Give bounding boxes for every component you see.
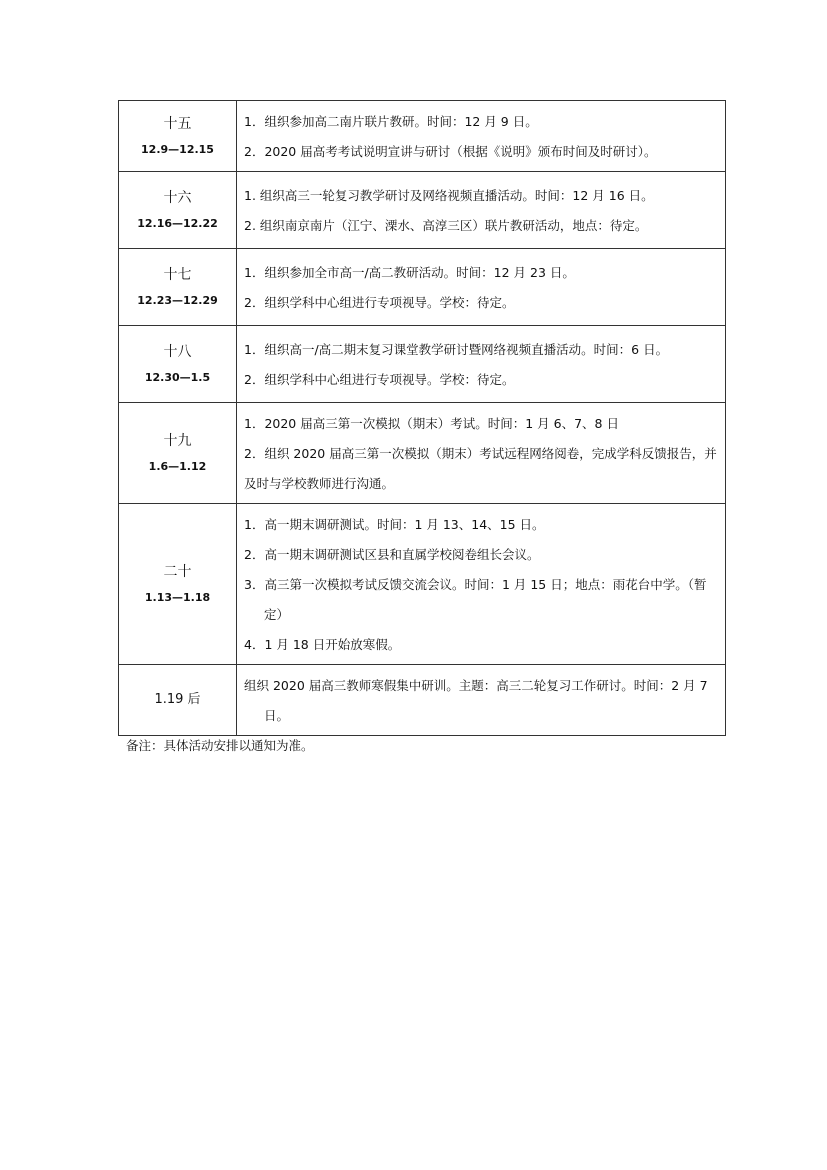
activity-item: 组织 2020 届高三教师寒假集中研训。主题：高三二轮复习工作研讨。时间：2 月 7 日。 <box>244 678 708 723</box>
activity-cell <box>237 172 726 249</box>
activity-cell <box>237 403 726 504</box>
week-dates: 12.23—12.29 <box>137 294 218 307</box>
activity-cell <box>237 101 726 172</box>
activity-cell <box>237 249 726 326</box>
activity-item: 1．组织参加高二南片联片教研。时间：12 月 9 日。 <box>244 114 538 129</box>
schedule-table <box>118 100 726 736</box>
table-row <box>119 172 726 249</box>
footnote: 备注：具体活动安排以通知为准。 <box>126 738 314 753</box>
week-cell <box>119 403 237 504</box>
week-cell <box>119 665 237 736</box>
activity-item: 1．组织参加全市高一/高二教研活动。时间：12 月 23 日。 <box>244 265 575 280</box>
table-row <box>119 403 726 504</box>
week-cell <box>119 172 237 249</box>
week-name: 十九 <box>163 433 192 449</box>
activity-item: 2．高一期末调研测试区县和直属学校阅卷组长会议。 <box>244 547 540 562</box>
activity-item: 1. 组织高三一轮复习教学研讨及网络视频直播活动。时间：12 月 16 日。 <box>244 188 654 203</box>
table-row <box>119 249 726 326</box>
activity-item: 2．2020 届高考考试说明宣讲与研讨（根据《说明》颁布时间及时研讨）。 <box>244 144 657 159</box>
week-dates: 1.13—1.18 <box>144 591 211 604</box>
table-row <box>119 326 726 403</box>
week-cell <box>119 101 237 172</box>
activity-item: 3．高三第一次模拟考试反馈交流会议。时间：1 月 15 日；地点：雨花台中学。（暂定） <box>244 577 707 622</box>
table-row <box>119 665 726 736</box>
table-row <box>119 101 726 172</box>
activity-item: 4．1 月 18 日开始放寒假。 <box>244 637 401 652</box>
activity-cell <box>237 665 726 736</box>
week-name: 十五 <box>163 116 192 132</box>
week-dates: 1.6—1.12 <box>148 460 207 473</box>
week-dates: 12.16—12.22 <box>137 217 218 230</box>
activity-cell <box>237 326 726 403</box>
week-dates: 12.30—1.5 <box>144 371 211 384</box>
week-name: 十六 <box>163 190 192 206</box>
week-cell <box>119 326 237 403</box>
week-name: 十八 <box>163 344 192 360</box>
week-cell <box>119 249 237 326</box>
table-row <box>119 504 726 665</box>
week-name: 二十 <box>163 564 192 580</box>
activity-item: 2. 组织南京南片（江宁、溧水、高淳三区）联片教研活动，地点：待定。 <box>244 218 648 233</box>
activity-item: 1．组织高一/高二期末复习课堂教学研讨暨网络视频直播活动。时间：6 日。 <box>244 342 669 357</box>
activity-item: 2．组织学科中心组进行专项视导。学校：待定。 <box>244 295 515 310</box>
activity-item: 1．高一期末调研测试。时间：1 月 13、14、15 日。 <box>244 517 545 532</box>
activity-item: 2．组织 2020 届高三第一次模拟（期末）考试远程网络阅卷，完成学科反馈报告，并及时与学校教师进行沟通。 <box>244 446 717 491</box>
activity-item: 2．组织学科中心组进行专项视导。学校：待定。 <box>244 372 515 387</box>
week-dates: 12.9—12.15 <box>141 143 214 156</box>
activity-cell <box>237 504 726 665</box>
activity-item: 1．2020 届高三第一次模拟（期末）考试。时间：1 月 6、7、8 日 <box>244 416 619 431</box>
week-name: 十七 <box>163 267 192 283</box>
week-cell <box>119 504 237 665</box>
week-name: 1.19 后 <box>154 692 201 707</box>
